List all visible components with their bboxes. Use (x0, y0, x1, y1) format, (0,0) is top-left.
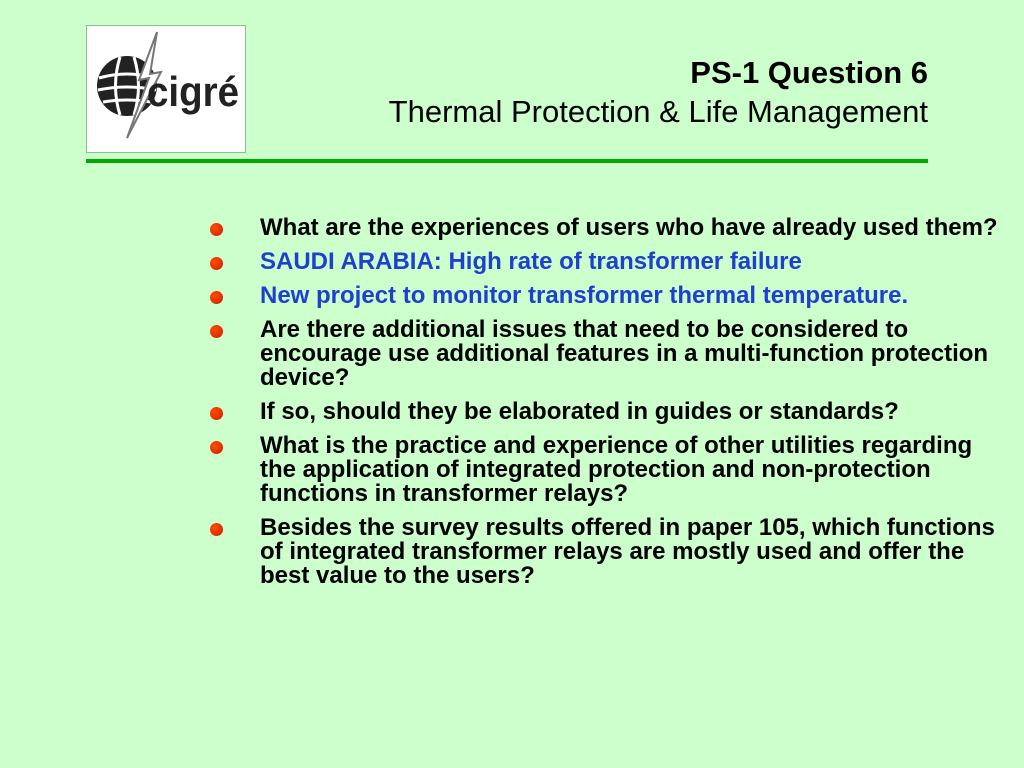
bullet-dot-icon (210, 441, 223, 454)
title-main: PS-1 Question 6 (690, 55, 928, 90)
slide-title (389, 54, 928, 132)
title-subtitle: Thermal Protection & Life Management (388, 94, 928, 129)
bullet-list (206, 216, 1006, 598)
bullet-item (206, 216, 1006, 240)
bullet-text: If so, should they be elaborated in guides or standards? (260, 398, 899, 425)
bullet-item (206, 318, 1006, 390)
title-divider (86, 159, 928, 163)
logo-wordmark: cigré (147, 68, 239, 115)
cigre-logo (86, 25, 246, 153)
bullet-text: Besides the survey results offered in paper 105, which functions of integrated transformer relays are mostly used and offer the best value to the users? (260, 514, 995, 589)
bullet-dot-icon (210, 223, 223, 236)
bullet-dot-icon (210, 291, 223, 304)
bullet-item (206, 400, 1006, 424)
bullet-text: What are the experiences of users who have already used them? (260, 214, 998, 241)
bullet-dot-icon (210, 407, 223, 420)
bullet-item (206, 516, 1006, 588)
bullet-text: SAUDI ARABIA: High rate of transformer failure (260, 248, 802, 275)
bullet-item (206, 250, 1006, 274)
bullet-dot-icon (210, 523, 223, 536)
cigre-logo-graphic (87, 26, 245, 152)
bullet-dot-icon (210, 325, 223, 338)
bullet-text: What is the practice and experience of other utilities regarding the application of integrated protection and non-protection functions in transformer relays? (260, 432, 973, 507)
bullet-dot-icon (210, 257, 223, 270)
bullet-text: New project to monitor transformer thermal temperature. (260, 282, 909, 309)
bullet-item (206, 434, 1006, 506)
bullet-text: Are there additional issues that need to be considered to encourage use additional features in a multi-function protection device? (260, 316, 989, 391)
bullet-item (206, 284, 1006, 308)
